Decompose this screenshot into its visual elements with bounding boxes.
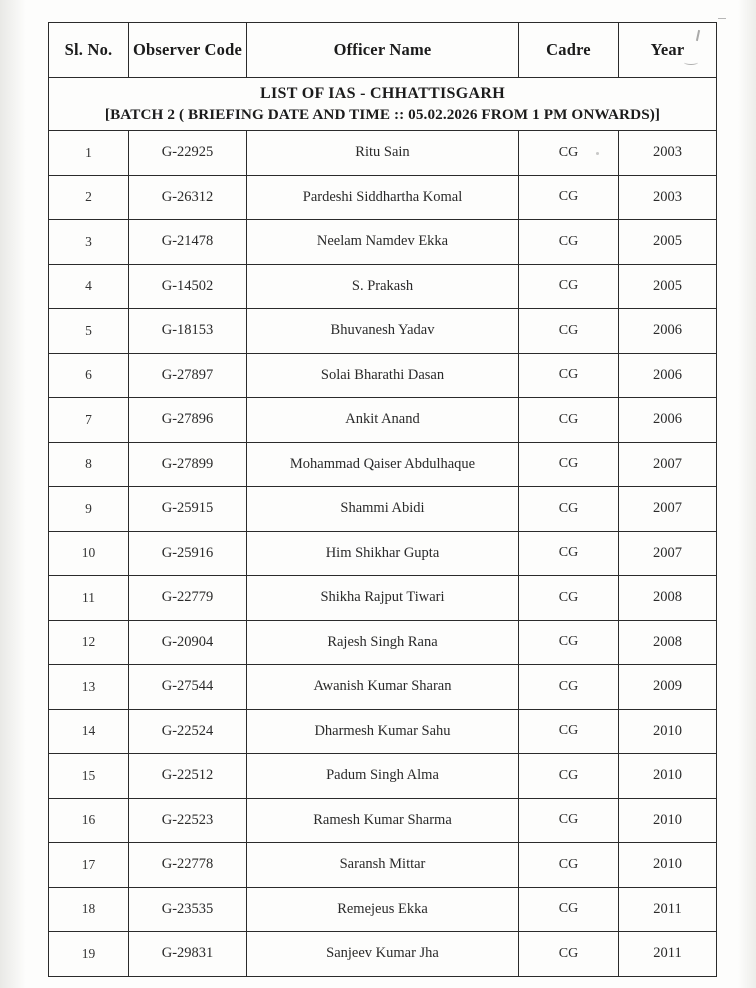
table-row xyxy=(49,843,717,888)
cell-cadre: CG xyxy=(519,264,619,309)
table-row xyxy=(49,531,717,576)
cell-officer-name: Neelam Namdev Ekka xyxy=(247,220,519,265)
cell-observer-code: G-27896 xyxy=(129,398,247,443)
cell-sl-no: 9 xyxy=(49,487,129,532)
cell-sl-no: 11 xyxy=(49,576,129,621)
cell-cadre: CG xyxy=(519,887,619,932)
cell-year: 2007 xyxy=(619,442,717,487)
cell-observer-code: G-22512 xyxy=(129,754,247,799)
cell-sl-no: 13 xyxy=(49,665,129,710)
cell-sl-no: 3 xyxy=(49,220,129,265)
cell-cadre: CG xyxy=(519,487,619,532)
column-header-observer-code: Observer Code xyxy=(129,23,247,78)
table-row xyxy=(49,442,717,487)
officer-list-sheet xyxy=(48,22,716,977)
cell-year: 2003 xyxy=(619,175,717,220)
cell-sl-no: 7 xyxy=(49,398,129,443)
cell-sl-no: 18 xyxy=(49,887,129,932)
cell-officer-name: Saransh Mittar xyxy=(247,843,519,888)
cell-year: 2003 xyxy=(619,131,717,176)
column-header-sl-no: Sl. No. xyxy=(49,23,129,78)
cell-observer-code: G-29831 xyxy=(129,932,247,977)
cell-sl-no: 2 xyxy=(49,175,129,220)
cell-sl-no: 1 xyxy=(49,131,129,176)
cell-observer-code: G-27544 xyxy=(129,665,247,710)
cell-observer-code: G-20904 xyxy=(129,620,247,665)
table-row xyxy=(49,620,717,665)
cell-cadre: CG xyxy=(519,576,619,621)
cell-observer-code: G-27897 xyxy=(129,353,247,398)
cell-year: 2010 xyxy=(619,754,717,799)
cell-year: 2006 xyxy=(619,398,717,443)
cell-year: 2005 xyxy=(619,264,717,309)
cell-observer-code: G-22523 xyxy=(129,798,247,843)
cell-sl-no: 19 xyxy=(49,932,129,977)
cell-year: 2008 xyxy=(619,576,717,621)
cell-cadre: CG xyxy=(519,442,619,487)
cell-officer-name: Awanish Kumar Sharan xyxy=(247,665,519,710)
cell-officer-name: Bhuvanesh Yadav xyxy=(247,309,519,354)
cell-year: 2005 xyxy=(619,220,717,265)
table-body xyxy=(49,78,717,977)
cell-cadre: CG xyxy=(519,353,619,398)
table-row xyxy=(49,932,717,977)
cell-observer-code: G-21478 xyxy=(129,220,247,265)
cell-cadre: CG xyxy=(519,175,619,220)
cell-cadre: CG xyxy=(519,754,619,799)
cell-cadre: CG xyxy=(519,932,619,977)
cell-observer-code: G-22925 xyxy=(129,131,247,176)
cell-sl-no: 4 xyxy=(49,264,129,309)
cell-year: 2010 xyxy=(619,843,717,888)
table-row xyxy=(49,798,717,843)
cell-cadre: CG xyxy=(519,531,619,576)
cell-officer-name: Mohammad Qaiser Abdulhaque xyxy=(247,442,519,487)
cell-year: 2009 xyxy=(619,665,717,710)
column-header-officer-name: Officer Name xyxy=(247,23,519,78)
table-row xyxy=(49,398,717,443)
cell-sl-no: 5 xyxy=(49,309,129,354)
cell-year: 2007 xyxy=(619,487,717,532)
table-row xyxy=(49,309,717,354)
cell-year: 2011 xyxy=(619,887,717,932)
table-row xyxy=(49,709,717,754)
cell-officer-name: Sanjeev Kumar Jha xyxy=(247,932,519,977)
cell-sl-no: 6 xyxy=(49,353,129,398)
cell-year: 2010 xyxy=(619,709,717,754)
cell-year: 2011 xyxy=(619,932,717,977)
cell-year: 2006 xyxy=(619,353,717,398)
cell-observer-code: G-23535 xyxy=(129,887,247,932)
table-row xyxy=(49,754,717,799)
table-row xyxy=(49,175,717,220)
cell-observer-code: G-25915 xyxy=(129,487,247,532)
stray-pen-mark-icon xyxy=(718,18,726,19)
cell-year: 2008 xyxy=(619,620,717,665)
cell-observer-code: G-22778 xyxy=(129,843,247,888)
cell-observer-code: G-22524 xyxy=(129,709,247,754)
cell-observer-code: G-22779 xyxy=(129,576,247,621)
cell-sl-no: 15 xyxy=(49,754,129,799)
cell-observer-code: G-14502 xyxy=(129,264,247,309)
cell-cadre: CG xyxy=(519,220,619,265)
cell-observer-code: G-27899 xyxy=(129,442,247,487)
list-title-primary: LIST OF IAS - CHHATTISGARH xyxy=(260,84,505,102)
cell-observer-code: G-26312 xyxy=(129,175,247,220)
cell-cadre: CG xyxy=(519,665,619,710)
cell-officer-name: Dharmesh Kumar Sahu xyxy=(247,709,519,754)
cell-cadre: CG xyxy=(519,398,619,443)
table-title-row xyxy=(49,78,717,131)
cell-cadre: CG xyxy=(519,843,619,888)
table-row xyxy=(49,220,717,265)
cell-cadre: CG xyxy=(519,131,619,176)
table-header-row xyxy=(49,23,717,78)
table-row xyxy=(49,264,717,309)
cell-cadre: CG xyxy=(519,709,619,754)
cell-officer-name: Ramesh Kumar Sharma xyxy=(247,798,519,843)
cell-officer-name: Rajesh Singh Rana xyxy=(247,620,519,665)
cell-officer-name: Shikha Rajput Tiwari xyxy=(247,576,519,621)
cell-sl-no: 17 xyxy=(49,843,129,888)
list-title-secondary: [BATCH 2 ( BRIEFING DATE AND TIME :: 05.02.2026 FROM 1 PM ONWARDS)] xyxy=(104,105,661,123)
cell-officer-name: Remejeus Ekka xyxy=(247,887,519,932)
cell-year: 2006 xyxy=(619,309,717,354)
column-header-cadre: Cadre xyxy=(519,23,619,78)
cell-year: 2010 xyxy=(619,798,717,843)
cell-sl-no: 10 xyxy=(49,531,129,576)
cell-officer-name: S. Prakash xyxy=(247,264,519,309)
cell-sl-no: 16 xyxy=(49,798,129,843)
cell-officer-name: Shammi Abidi xyxy=(247,487,519,532)
cell-observer-code: G-25916 xyxy=(129,531,247,576)
cell-cadre: CG xyxy=(519,620,619,665)
list-title-cell xyxy=(49,78,717,131)
cell-officer-name: Solai Bharathi Dasan xyxy=(247,353,519,398)
column-header-year: Year xyxy=(619,23,717,78)
cell-officer-name: Padum Singh Alma xyxy=(247,754,519,799)
cell-cadre: CG xyxy=(519,309,619,354)
cell-officer-name: Him Shikhar Gupta xyxy=(247,531,519,576)
cell-officer-name: Ankit Anand xyxy=(247,398,519,443)
cell-officer-name: Ritu Sain xyxy=(247,131,519,176)
table-row xyxy=(49,353,717,398)
cell-sl-no: 8 xyxy=(49,442,129,487)
cell-cadre: CG xyxy=(519,798,619,843)
officer-list-table xyxy=(48,22,717,977)
table-row xyxy=(49,576,717,621)
cell-observer-code: G-18153 xyxy=(129,309,247,354)
cell-year: 2007 xyxy=(619,531,717,576)
cell-sl-no: 12 xyxy=(49,620,129,665)
table-row xyxy=(49,131,717,176)
table-row xyxy=(49,487,717,532)
cell-officer-name: Pardeshi Siddhartha Komal xyxy=(247,175,519,220)
table-header xyxy=(49,23,717,78)
cell-sl-no: 14 xyxy=(49,709,129,754)
table-row xyxy=(49,887,717,932)
table-row xyxy=(49,665,717,710)
